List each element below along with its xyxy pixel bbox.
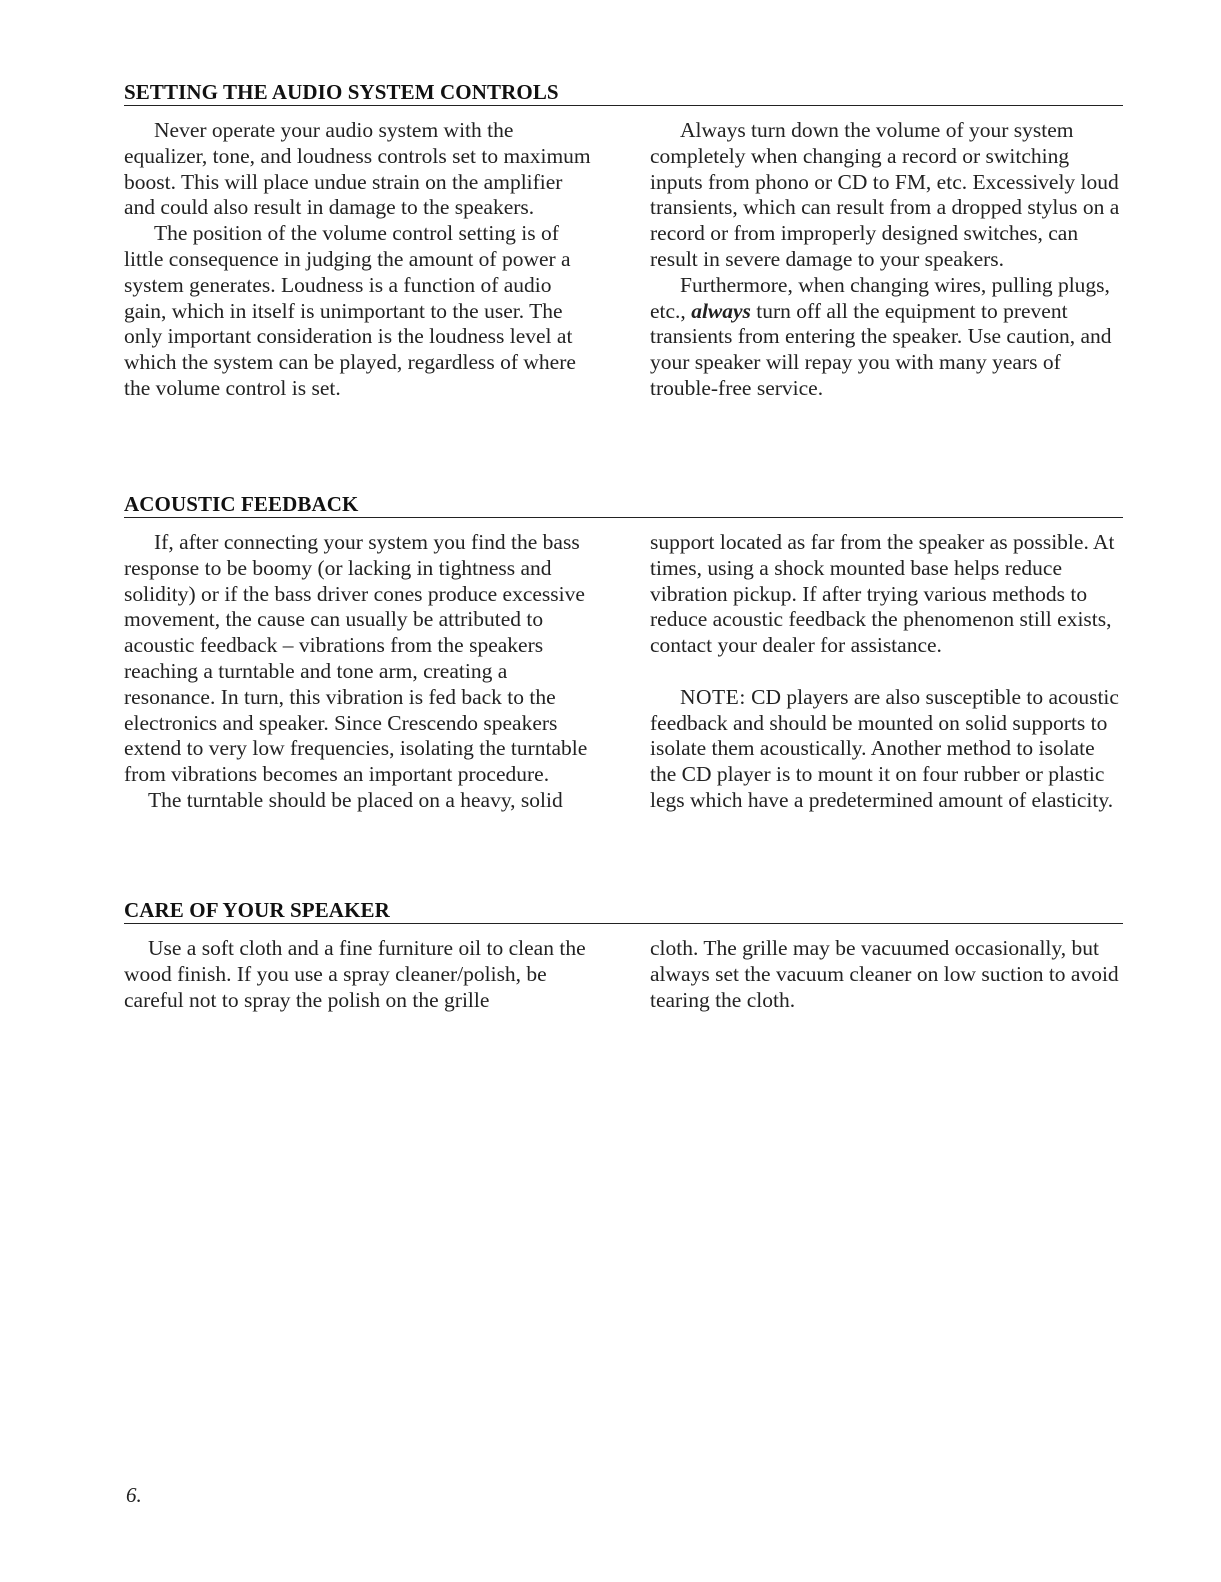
right-column bbox=[650, 530, 1125, 814]
paragraph: The position of the volume control setting is of little consequence in judging the amount of power a system generates. Loudness is a function of audio gain, which in itself is unimportant to the user. The only important consideration is the loudness level at which the system can be played, regardless of where the volume control is set. bbox=[124, 221, 576, 400]
paragraph: If, after connecting your system you find the bass response to be boomy (or lacking in tightness and solidity) or if the bass driver cones produce excessive movement, the cause can usually be attributed to acoustic feedback – vibrations from the speakers reaching a turntable and tone arm, creating a resonance. In turn, this vibration is fed back to the electronics and speaker. Since Crescendo speakers extend to very low frequencies, isolating the turntable from vibrations becomes an important procedure. bbox=[124, 530, 588, 787]
paragraph: cloth. The grille may be vacuumed occasionally, but always set the vacuum cleaner on low suction to avoid tearing the cloth. bbox=[650, 936, 1119, 1012]
right-column bbox=[650, 936, 1125, 1013]
section-speaker-care bbox=[124, 898, 1123, 1012]
paragraph: Always turn down the volume of your system completely when changing a record or switching inputs from phono or CD to FM, etc. Excessively loud transients, which can result from a dropped stylus on a record or from improperly designed switches, can result in severe damage to your speakers. bbox=[650, 118, 1120, 271]
paragraph-text: Furthermore, when changing wires, pulling plugs, etc., bbox=[650, 272, 1110, 323]
section-heading: ACOUSTIC FEEDBACK bbox=[124, 492, 1123, 518]
section-heading: SETTING THE AUDIO SYSTEM CONTROLS bbox=[124, 80, 1123, 106]
section-heading: CARE OF YOUR SPEAKER bbox=[124, 898, 1123, 924]
left-column bbox=[124, 530, 596, 814]
paragraph bbox=[650, 273, 1125, 402]
left-column bbox=[124, 936, 596, 1013]
section-audio-controls bbox=[124, 80, 1123, 400]
left-column bbox=[124, 118, 596, 402]
note-paragraph bbox=[650, 685, 1125, 814]
right-column bbox=[650, 118, 1125, 402]
paragraph: support located as far from the speaker as possible. At times, using a shock mounted base helps reduce vibration pickup. If after trying various methods to reduce acoustic feedback the phenomenon still exists, contact your dealer for assistance. bbox=[650, 530, 1115, 658]
emphasis-text: always bbox=[691, 298, 751, 323]
note-label: NOTE: bbox=[680, 684, 746, 709]
page-number: 6. bbox=[126, 1483, 142, 1507]
paragraph: Never operate your audio system with the equalizer, tone, and loudness controls set to maximum boost. This will place undue strain on the amplifier and could also result in damage to the speakers. bbox=[124, 118, 591, 220]
paragraph-text: turn off all the equipment to prevent transients from entering the speaker. Use caution, and your speaker will repay you with many years of trouble-free service. bbox=[650, 298, 1112, 400]
note-text: CD players are also susceptible to acoustic feedback and should be mounted on solid supports to isolate them acoustically. Another method to isolate the CD player is to mount it on four rubber or plastic legs which have a predetermined amount of elasticity. bbox=[650, 684, 1119, 812]
paragraph: The turntable should be placed on a heavy, solid bbox=[148, 787, 563, 812]
section-acoustic-feedback bbox=[124, 492, 1123, 812]
paragraph: Use a soft cloth and a fine furniture oil to clean the wood finish. If you use a spray cleaner/polish, be careful not to spray the polish on the grille bbox=[124, 936, 586, 1012]
